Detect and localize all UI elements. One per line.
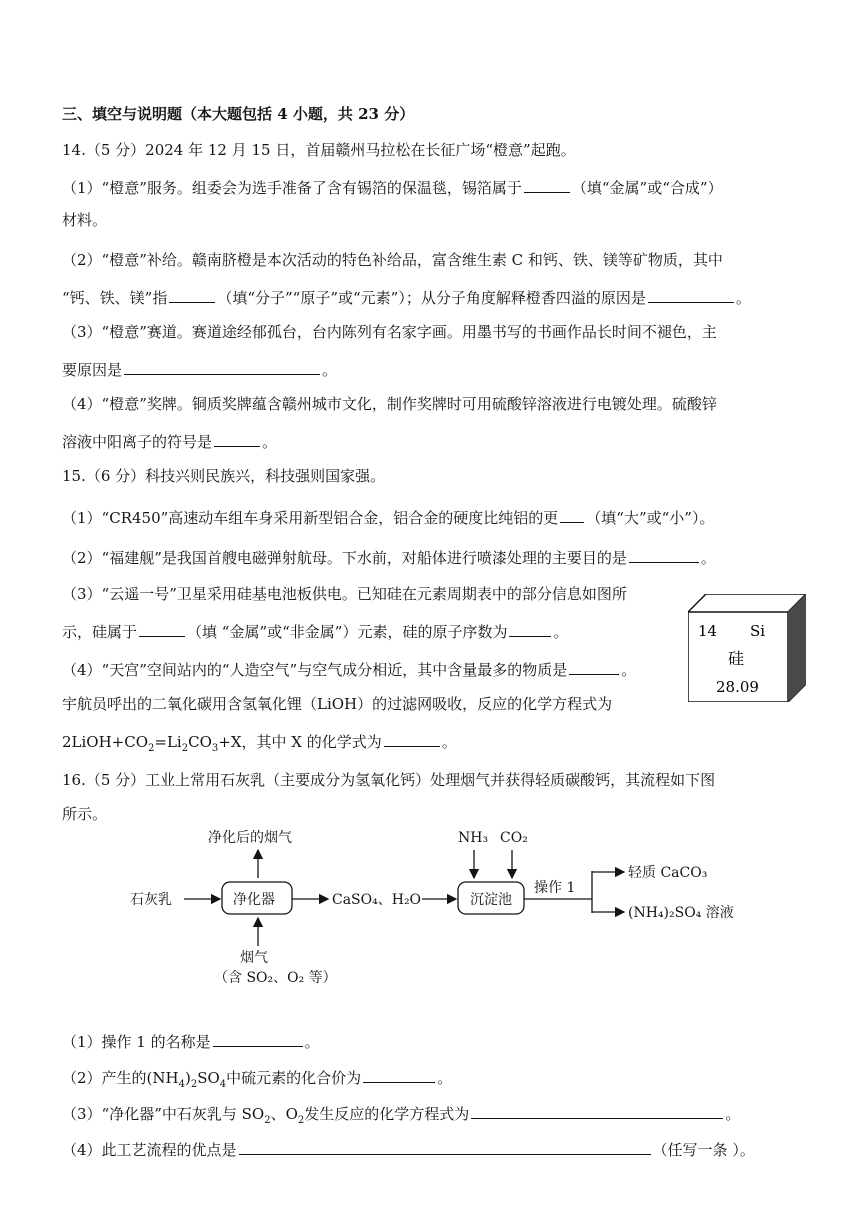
q16-part3 <box>62 1102 740 1131</box>
q16-part3-answer-blank[interactable] <box>471 1102 723 1119</box>
q16-part4-answer-blank[interactable] <box>239 1138 651 1155</box>
q15-part3-text-c: （填 “金属”或“非金属”）元素，硅的原子序数为 <box>187 623 508 641</box>
q16-part2-text: 。 <box>437 1069 453 1087</box>
product-caco3-label: 轻质 CaCO₃ <box>628 865 708 881</box>
q14-part3-line1: （3）“橙意”赛道。赛道途经郁孤台，台内陈列有名家字画。用墨书写的书画作品长时间不褪色，主 <box>62 323 717 341</box>
formula-subscript: 4 <box>219 1079 227 1090</box>
settling-tank-label: 沉淀池 <box>470 892 512 908</box>
q15-part2-answer-blank[interactable] <box>629 546 699 563</box>
q14-part3-line2 <box>62 358 337 380</box>
purifier-label: 净化器 <box>233 892 275 908</box>
q14-part2-answer-blank-2[interactable] <box>648 286 734 303</box>
element-name: 硅 <box>728 649 745 668</box>
question-14-stem: 14.（5 分）2024 年 12 月 15 日，首届赣州马拉松在长征广场“橙意”起跑。 <box>62 141 576 159</box>
element-atomic-mass: 28.09 <box>716 678 759 696</box>
q14-part1-line1 <box>62 176 723 198</box>
q14-part3-text-b: 要原因是 <box>62 361 123 379</box>
q16-part4-text-b: （任写一条 ）。 <box>652 1141 755 1159</box>
q14-part1-text-b: （填“金属”或“合成”） <box>571 179 723 197</box>
q16-part3-text: 。 <box>725 1105 741 1123</box>
formula-subscript: 2 <box>264 1115 271 1126</box>
q15-part4-line2: 宇航员呼出的二氧化碳用含氢氧化锂（LiOH）的过滤网吸收，反应的化学方程式为 <box>62 695 613 713</box>
q14-part4-answer-blank[interactable] <box>214 430 260 447</box>
q15-part2-text-a: （2）“福建舰”是我国首艘电磁弹射航母。下水前，对船体进行喷漆处理的主要目的是 <box>62 549 627 567</box>
q14-part1-answer-blank[interactable] <box>524 176 570 193</box>
equation-part: 2LiOH+CO <box>62 733 149 751</box>
q16-part2-text: （2）产生的(NH <box>62 1069 179 1087</box>
q15-part1 <box>62 506 714 528</box>
carbon-dioxide-label: CO₂ <box>500 830 528 846</box>
q14-part4-text-c: 。 <box>262 433 278 451</box>
q15-part3-line2 <box>62 620 568 642</box>
q15-part1-text-b: （填“大”或“小”）。 <box>586 509 715 527</box>
q14-part3-text-c: 。 <box>322 361 338 379</box>
q15-part2-text-b: 。 <box>700 549 716 567</box>
equation-subscript: 2 <box>148 743 155 754</box>
element-symbol: Si <box>750 622 766 640</box>
q16-part1-text-b: 。 <box>304 1033 320 1051</box>
equation-part: 。 <box>441 733 457 751</box>
formula-subscript: 2 <box>190 1079 198 1090</box>
q14-part2-answer-blank-1[interactable] <box>169 286 215 303</box>
q15-part3-answer-blank-2[interactable] <box>509 620 551 637</box>
q14-part4-text-b: 溶液中阳离子的符号是 <box>62 433 213 451</box>
q15-part4-text-a: （4）“天宫”空间站内的“人造空气”与空气成分相近，其中含量最多的物质是 <box>62 661 568 679</box>
q15-part3-answer-blank-1[interactable] <box>139 620 185 637</box>
element-atomic-number: 14 <box>698 622 718 640</box>
question-15-stem: 15.（6 分）科技兴则民族兴，科技强则国家强。 <box>62 467 386 485</box>
q14-part3-answer-blank[interactable] <box>124 358 320 375</box>
q15-part3-line1: （3）“云遥一号”卫星采用硅基电池板供电。已知硅在元素周期表中的部分信息如图所 <box>62 585 627 603</box>
q16-part4-text-a: （4）此工艺流程的优点是 <box>62 1141 237 1159</box>
q16-part2-text: 中硫元素的化合价为 <box>226 1069 362 1087</box>
q16-part3-text: （3）“净化器”中石灰乳与 SO <box>62 1105 265 1123</box>
q15-part3-text-d: 。 <box>553 623 569 641</box>
q16-part4 <box>62 1138 755 1160</box>
q14-part4-line1: （4）“橙意”奖牌。铜质奖牌蕴含赣州城市文化，制作奖牌时可用硫酸锌溶液进行电镀处理。硫酸锌 <box>62 395 717 413</box>
q16-part1-text-a: （1）操作 1 的名称是 <box>62 1033 211 1051</box>
product-ammonium-sulfate-label: (NH₄)₂SO₄ 溶液 <box>628 905 734 921</box>
flue-gas-label: 烟气 <box>240 950 268 966</box>
flue-gas-note: （含 SO₂、O₂ 等） <box>214 970 337 986</box>
ammonia-label: NH₃ <box>458 830 489 846</box>
equation-subscript: 2 <box>181 743 189 754</box>
q15-part4-answer-blank-2[interactable] <box>384 730 440 747</box>
q14-part2-text-c: （填“分子”“原子”或“元素”）；从分子角度解释橙香四溢的原因是 <box>217 289 646 307</box>
q14-part2-text-d: 。 <box>735 289 751 307</box>
equation-part: =Li <box>154 733 182 751</box>
formula-subscript: 4 <box>178 1079 185 1090</box>
q14-part2-line2 <box>62 286 751 308</box>
section-heading: 三、填空与说明题（本大题包括 4 小题，共 23 分） <box>62 105 415 123</box>
equation-subscript: 3 <box>211 743 219 754</box>
q15-part4-answer-blank-1[interactable] <box>569 658 619 675</box>
q15-part1-answer-blank[interactable] <box>560 506 584 523</box>
q14-part1-text-a: （1）“橙意”服务。组委会为选手准备了含有锡箔的保温毯，锡箔属于 <box>62 179 522 197</box>
lime-milk-label: 石灰乳 <box>130 892 172 908</box>
question-16-stem-line1: 16.（5 分）工业上常用石灰乳（主要成分为氢氧化钙）处理烟气并获得轻质碳酸钙，其流程如下图 <box>62 771 716 789</box>
question-16-stem-line2: 所示。 <box>62 805 108 823</box>
q16-part2-text: SO <box>197 1069 220 1087</box>
silicon-element-card <box>688 594 806 702</box>
q14-part4-line2 <box>62 430 277 452</box>
equation-part: CO <box>188 733 212 751</box>
q16-part3-text: 、O <box>270 1105 298 1123</box>
q14-part1-line2: 材料。 <box>62 211 108 229</box>
q16-part1-answer-blank[interactable] <box>213 1030 303 1047</box>
intermediate-label: CaSO₄、H₂O <box>332 892 422 908</box>
q15-part4-text-b: 。 <box>621 661 637 679</box>
equation-part: +X，其中 X 的化学式为 <box>218 733 382 751</box>
q16-part2 <box>62 1066 452 1095</box>
purified-gas-label: 净化后的烟气 <box>208 830 292 846</box>
q14-part2-text-b: “钙、铁、镁”指 <box>62 289 168 307</box>
operation-1-label: 操作 1 <box>534 880 576 896</box>
formula-subscript: 2 <box>297 1115 305 1126</box>
process-flow-diagram <box>120 820 760 992</box>
q16-part1 <box>62 1030 320 1052</box>
q16-part2-answer-blank[interactable] <box>363 1066 435 1083</box>
q14-part2-line1: （2）“橙意”补给。赣南脐橙是本次活动的特色补给品，富含维生素 C 和钙、铁、镁等矿物质，其中 <box>62 251 723 269</box>
q15-part1-text-a: （1）“CR450”高速动车组车身采用新型铝合金，铝合金的硬度比纯铝的更 <box>62 509 559 527</box>
q15-part4-equation <box>62 730 457 759</box>
q16-part2-text: ) <box>184 1069 191 1087</box>
q15-part4-line1 <box>62 658 636 680</box>
q16-part3-text: 发生反应的化学方程式为 <box>304 1105 470 1123</box>
q15-part3-text-b: 示，硅属于 <box>62 623 138 641</box>
q15-part2 <box>62 546 716 568</box>
